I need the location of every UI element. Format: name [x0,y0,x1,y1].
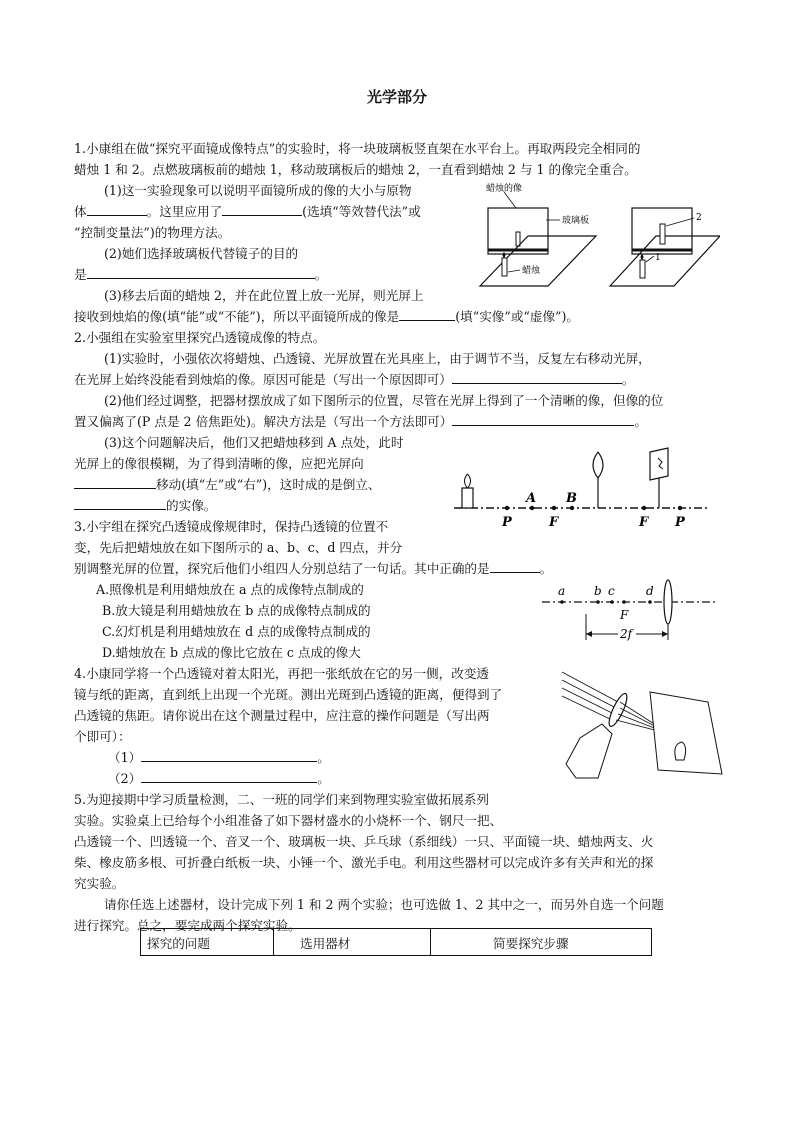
label-num-1: 1 [655,253,661,263]
q2-sub1: (1)实验时，小强依次将蜡烛、凸透镜、光屏放置在光具座上，由于调节不当，反复左右移动光屏， [104,351,651,366]
point-c [610,600,614,604]
label-b: B [566,491,577,506]
q2-sub2: (2)他们经过调整，把器材摆放成了如下图所示的位置，尽管在光屏上得到了一个清晰的像，但像的位 [104,393,664,408]
candle [462,488,473,508]
label-f-left: F [549,515,559,530]
label-b: b [594,584,602,598]
q1-text: 。这里应用了 [146,204,223,219]
sun-ray [562,688,614,714]
candle-1-b [640,260,645,278]
q3-option-a[interactable]: A.照像机是利用蜡烛放在 a 点的成像特点制成的 [96,582,364,597]
label-f: F [620,608,629,622]
q1-text: 。 [314,267,328,282]
convex-lens [593,452,603,478]
q4-line-1: 4.小康同学将一个凸透镜对着太阳光，再把一张纸放在它的另一侧，改变透 [74,666,490,681]
q2-text: 置又偏离了(P 点是 2 倍焦距处)。解决方法是（写出一个方法即可） [74,414,453,429]
q2-sub2-cont [74,411,647,433]
point-f-left [552,506,556,510]
label-2f: 2f [620,627,633,641]
q4-item-1 [108,747,330,769]
q2-sub3: (3)这个问题解决后，他们又把蜡烛移到 A 点处，此时 [104,435,404,450]
q1-text: 接收到烛焰的像(填“能”或“不能”)，所以平面镜所成的像是 [74,309,400,324]
q1-blank-image-type[interactable] [399,307,455,321]
col-steps: 简要探究步骤 [431,929,652,956]
experiment-table [140,928,652,956]
q2-text: 。 [634,414,647,429]
point-d [648,600,652,604]
flame-icon [641,254,644,260]
q2-sub3-cont3 [74,495,216,517]
point-b [570,506,574,510]
q1-sub3-cont [74,306,579,328]
light-screen [650,448,668,480]
q4-line-4: 个即可）： [74,729,131,744]
q4-line-3: 凸透镜的焦距。请你说出在这个测量过程中，应注意的操作问题是（写出两 [74,708,490,723]
q4-item-2 [108,768,330,790]
q3-option-b[interactable]: B.放大镜是利用蜡烛放在 b 点的成像特点制成的 [102,603,371,618]
q3-line-3 [74,558,552,580]
hand-icon [566,724,612,778]
label-p-left: P [502,515,512,530]
q5-line-7: 进行探究。总之，要完成两个探究实验。 [74,918,301,933]
q4-text: （2） [108,771,142,786]
label-a: a [558,584,566,598]
candle-2 [660,224,665,244]
point-p-right [678,506,682,510]
q4-blank-1[interactable] [141,748,317,762]
q1-sub3: (3)移去后面的蜡烛 2，并在此位置上放一光屏，则光屏上 [104,288,424,303]
q1-sub2: (2)她们选择玻璃板代替镜子的目的 [104,246,299,261]
table-header-row [141,929,652,956]
q1-figure [474,180,720,298]
q1-sub1-end: “控制变量法”)的物理方法。 [74,225,231,240]
q2-figure [452,446,712,530]
q3-option-c[interactable]: C.幻灯机是利用蜡烛放在 d 点的成像特点制成的 [102,624,371,639]
sun-ray [562,672,618,702]
label-candle: 蜡烛 [522,266,541,276]
q2-blank-direction[interactable] [74,475,156,489]
q2-text: 。 [621,372,635,387]
q1-text: 体 [74,204,87,219]
point-b [596,600,600,604]
label-num-2: 2 [696,213,702,223]
q1-text: (选填“等效替代法”或 [302,204,421,219]
label-c: c [608,584,615,598]
q5-line-6: 请你任选上述器材，设计完成下列 1 和 2 两个实验；也可选做 1、2 其中之一，而另外自选一个问题 [104,897,664,912]
flame-icon [465,474,471,488]
point-f [622,600,626,604]
candle-1 [502,258,507,276]
q5-line-3: 凸透镜一个、凹透镜一个、音叉一个、玻璃板一块、乒乓球（系细线）一只、平面镜一块、蜡烛两支、火 [74,834,654,849]
label-glass: 玻璃板 [562,216,590,226]
q2-blank-size[interactable] [74,496,166,510]
q1-blank-purpose[interactable] [87,265,315,279]
sun-ray [562,696,612,720]
q5-line-1: 5.为迎接期中学习质量检测，二、一班的同学们来到物理实验室做拓展系列 [74,792,490,807]
q4-text: （1） [108,750,142,765]
hand-icon [675,742,686,760]
q1-text: (填“实像”或“虚像”)。 [455,309,579,324]
col-question: 探究的问题 [141,929,274,956]
q2-blank-reason[interactable] [452,370,622,384]
q3-text: 。 [539,561,553,576]
q1-sub2-cont [74,264,327,286]
q4-text: 。 [317,750,330,765]
q3-figure [540,578,720,650]
col-equipment: 选用器材 [274,929,431,956]
q3-text: 别调整光屏的位置，探究后他们小组四人分别总结了一句话。其中正确的是 [74,561,490,576]
q3-line-1: 3.小宇组在探究凸透镜成像规律时，保持凸透镜的位置不 [74,519,389,534]
q1-text: 是 [74,267,87,282]
point-p-left [505,506,509,510]
convex-lens [664,580,672,624]
q2-text: 的实像。 [166,498,217,513]
label-d: d [646,584,654,598]
q1-line-2: 蜡烛 1 和 2。点燃玻璃板前的蜡烛 1，移动玻璃板后的蜡烛 2，一直看到蜡烛 2 与 1 的像完全重合。 [74,162,637,177]
q2-sub1-cont [74,369,634,391]
q5-line-4: 柴、橡皮筋多根、可折叠白纸板一块、小锤一个、激光手电。利用这些器材可以完成许多有关声和光的探 [74,855,654,870]
q3-blank-answer[interactable] [490,559,540,573]
paper [650,692,722,774]
q1-sub1-cont [74,201,421,223]
q2-sub3-cont2 [74,474,381,496]
q1-sub1: (1)这一实验现象可以说明平面镜所成的像的大小与原物 [104,183,412,198]
label-candle-image: 蜡烛的像 [486,184,523,194]
q2-text: 在光屏上始终没能看到烛焰的像。原因可能是（写出一个原因即可） [74,372,452,387]
page-title: 光学部分 [366,88,427,106]
label-f-right: F [639,515,649,530]
sun-ray [562,680,616,708]
candle-image [516,232,520,246]
q4-text: 。 [317,771,330,786]
q2-sub3-cont: 光屏上的像很模糊，为了得到清晰的像，应把光屏向 [74,456,364,471]
point-a [560,600,564,604]
q2-text: 移动(填“左”或“右”)，这时成的是倒立、 [156,477,381,492]
q5-line-2: 实验。实验桌上已给每个小组准备了如下器材盛水的小烧杯一个、钢尺一把、 [74,813,503,828]
point-f-right [642,506,646,510]
q1-blank-size[interactable] [87,202,147,216]
q2-blank-solution[interactable] [452,412,634,426]
q4-figure [558,664,728,782]
flame-icon [503,252,506,258]
point-a [530,506,534,510]
table-top [480,236,596,286]
label-p-right: P [675,515,685,530]
q5-line-5: 究实验。 [74,876,125,891]
q3-option-d[interactable]: D.蜡烛放在 b 点成的像比它放在 c 点成的像大 [102,645,361,660]
q1-line-1: 1.小康组在做“探究平面镜成像特点”的实验时，将一块玻璃板竖直架在水平台上。再取两段完全相同的 [74,141,641,156]
q2-line-1: 2.小强组在实验室里探究凸透镜成像的特点。 [74,330,326,345]
q1-blank-method[interactable] [222,202,302,216]
q4-line-2: 镜与纸的距离，直到纸上出现一个光斑。测出光斑到凸透镜的距离，便得到了 [74,687,503,702]
label-a: A [526,491,537,506]
q4-blank-2[interactable] [141,769,317,783]
q3-line-2: 变，先后把蜡烛放在如下图所示的 a、b、c、d 四点，并分 [74,540,403,555]
